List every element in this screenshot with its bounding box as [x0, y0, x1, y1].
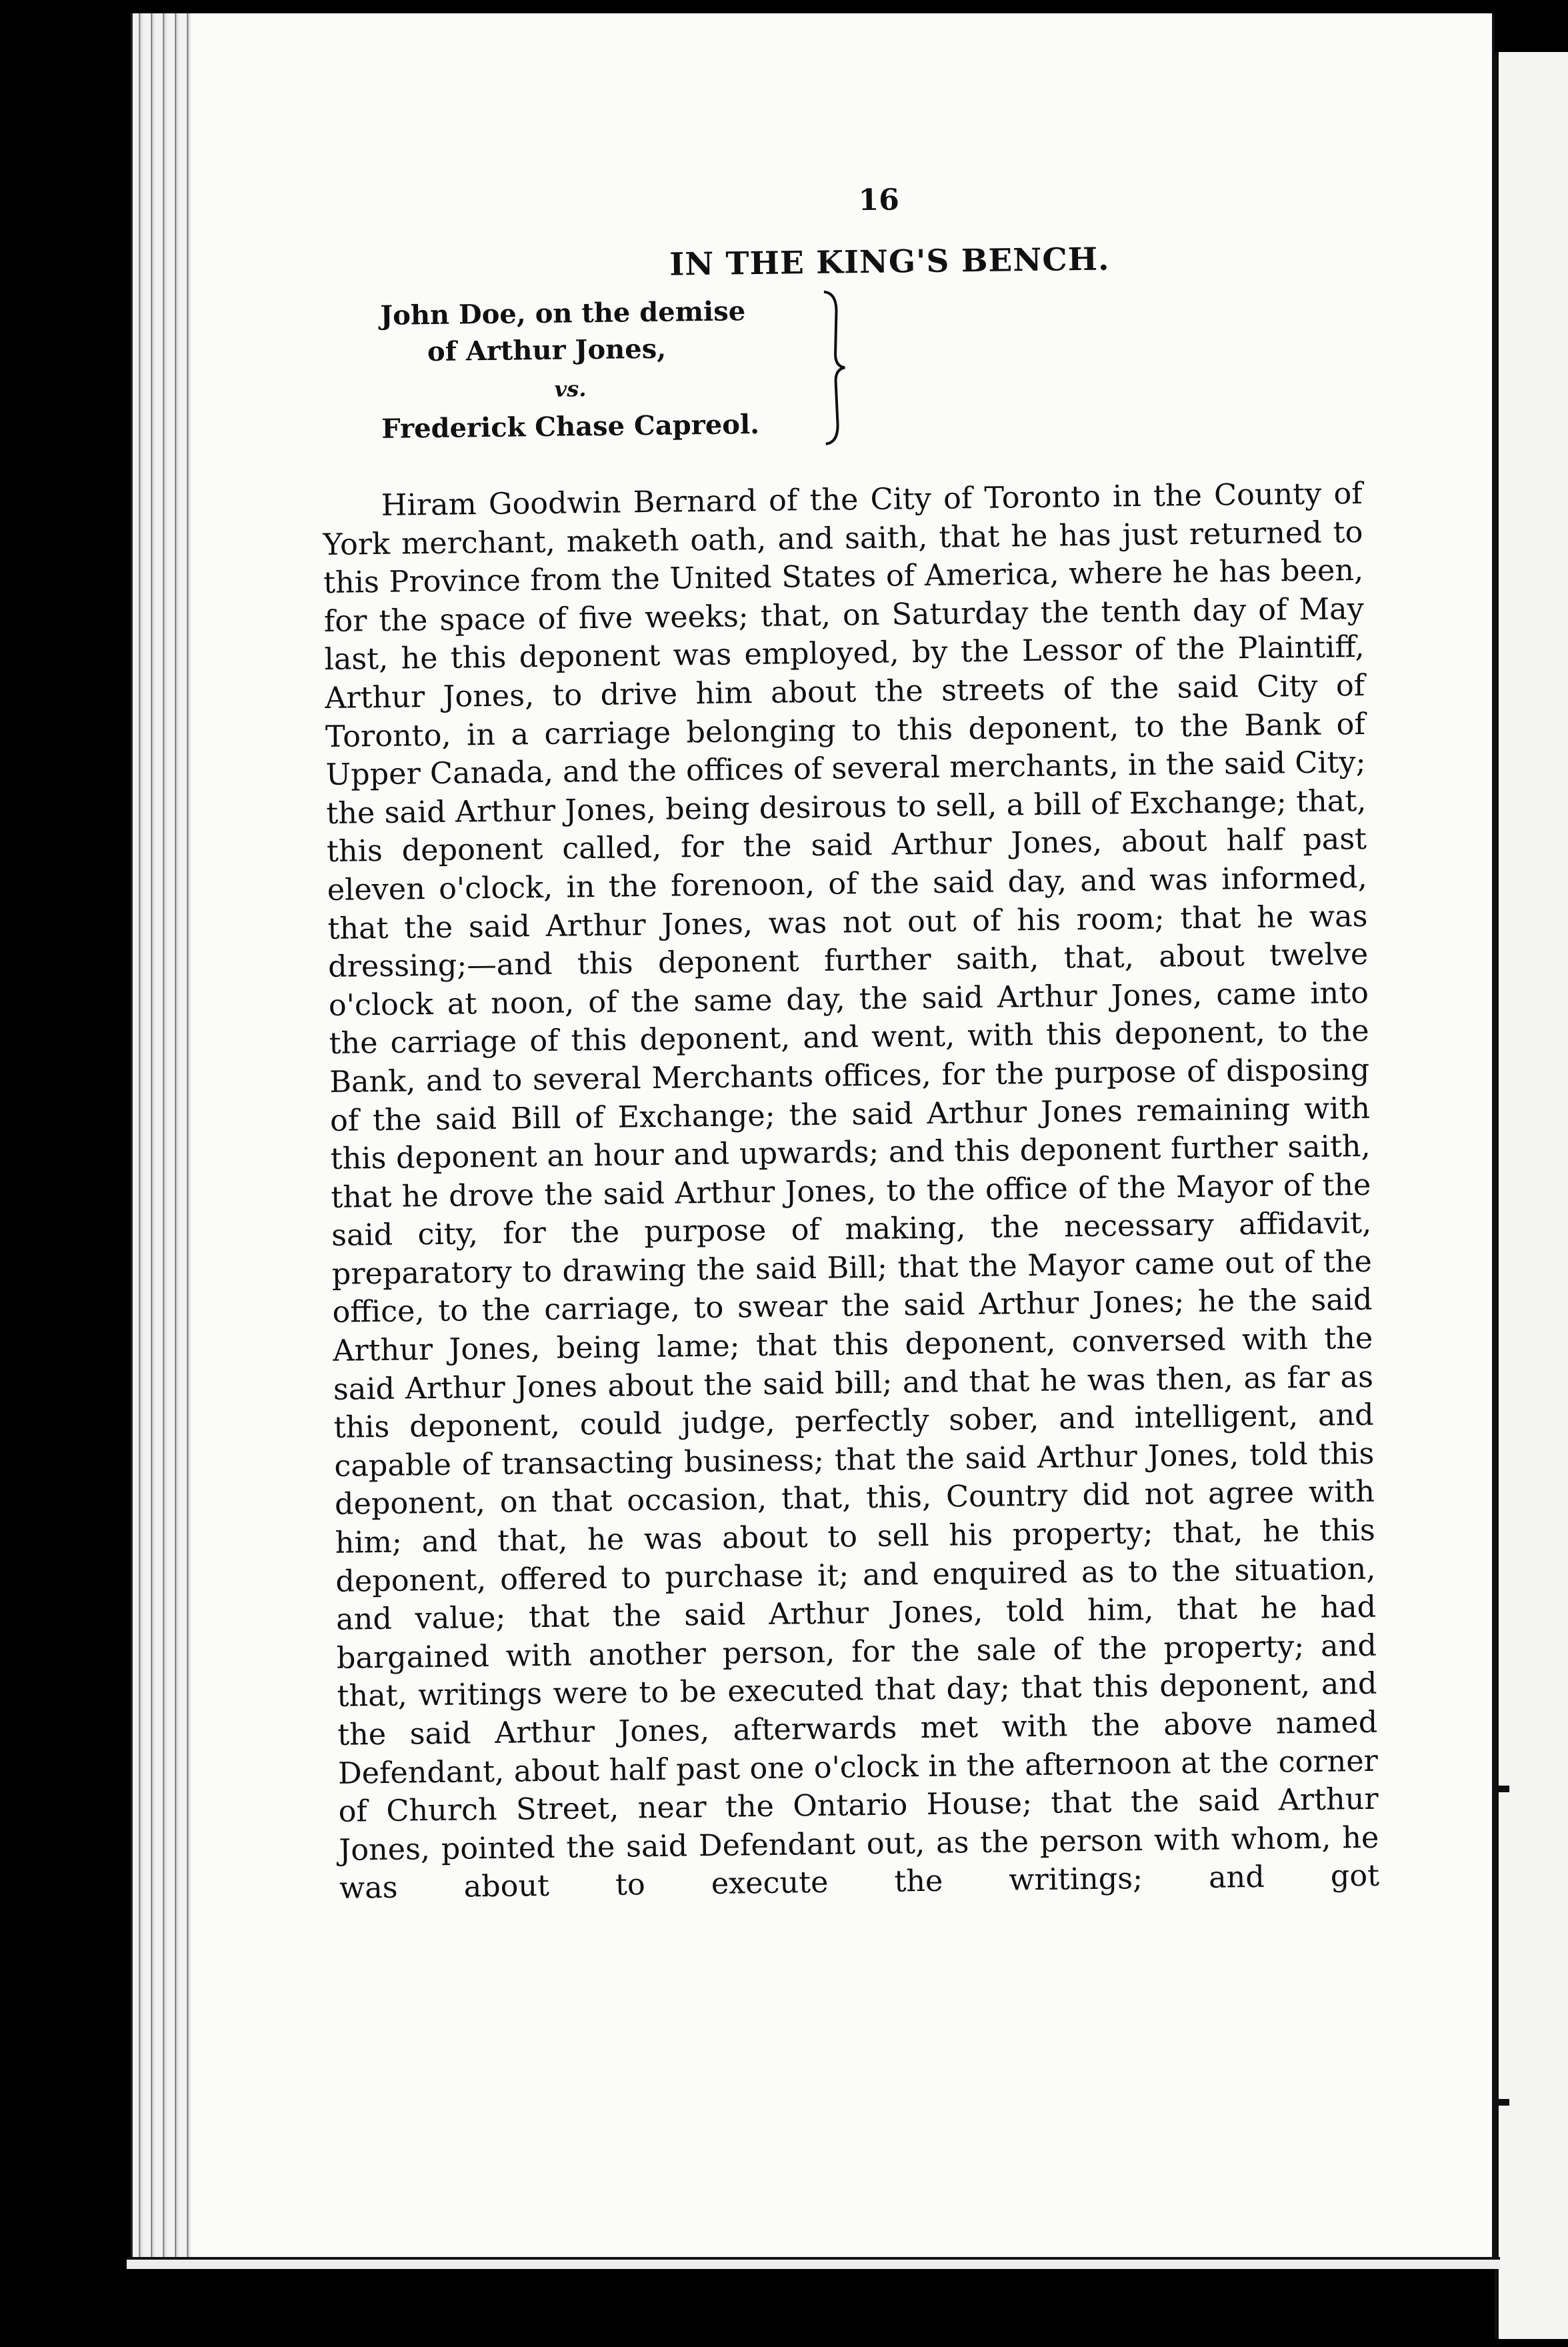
caption-brace-icon: [820, 287, 849, 447]
caption-plaintiff-line: John Doe, on the demise: [380, 295, 746, 331]
page-text-block: [319, 177, 1379, 1908]
court-heading: IN THE KING'S BENCH.: [669, 241, 1110, 283]
affidavit-text: Hiram Goodwin Bernard of the City of Toronto in the County of York merchant, maketh oath, and saith, that he has just returned to this Province from the United States of America, where he has been, for the space of five weeks; that, on Saturday the tenth day of May last, he this deponent was employed, by the Lessor of the Plaintiff, Arthur Jones, to drive him about the streets of the said City of Toronto, in a carriage belonging to this deponent, to the Bank of Upper Canada, and the offices of several merchants, in the said City; the said Arthur Jones, being desirous to sell, a bill of Exchange; that, this deponent called, for the said Arthur Jones, about half past eleven o'clock, in the forenoon, of the said day, and was informed, that the said Arthur Jones, was not out of his room; that he was dressing;—and this deponent further saith, that, about twelve o'clock at noon, of the same day, the said Arthur Jones, came into the carriage of this deponent, and went, with this deponent, to the Bank, and to several Merchants offices, for the purpose of disposing of the said Bill of Exchange; the said Arthur Jones remaining with this deponent an hour and upwards; and this deponent further saith, that he drove the said Arthur Jones, to the office of the Mayor of the said city, for the purpose of making, the necessary affidavit, preparatory to drawing the said Bill; that the Mayor came out of the office, to the carriage, to swear the said Arthur Jones; he the said Arthur Jones, being lame; that this deponent, conversed with the said Arthur Jones about the said bill; and that he was then, as far as this deponent, could judge, perfectly sober, and intelligent, and capable of transacting business; that the said Arthur Jones, told this deponent, on that occasion, that, this, Country did not agree with him; and that, he was about to sell his property; that, he this deponent, offered to purchase it; and enquired as to the situation, and value; that the said Arthur Jones, told him, that he had bargained with another person, for the sale of the property; and that, writings were to be executed that day; that this deponent, and the said Arthur Jones, afterwards met with the above named Defendant, about half past one o'clock in the afternoon at the corner of Church Street, near the Ontario House; that the said Arthur Jones, pointed the said Defendant out, as the person with whom, he was about to execute the writings; and got: [323, 476, 1380, 1906]
page-number: 16: [858, 183, 900, 218]
next-leaf-edge: [1495, 52, 1568, 2339]
case-caption: [380, 295, 809, 467]
page-bottom-edge: [127, 2257, 1500, 2269]
caption-defendant-line: Frederick Chase Capreol.: [381, 408, 760, 445]
caption-lessor-line: of Arthur Jones,: [427, 333, 667, 368]
caption-versus: vs.: [554, 376, 587, 402]
